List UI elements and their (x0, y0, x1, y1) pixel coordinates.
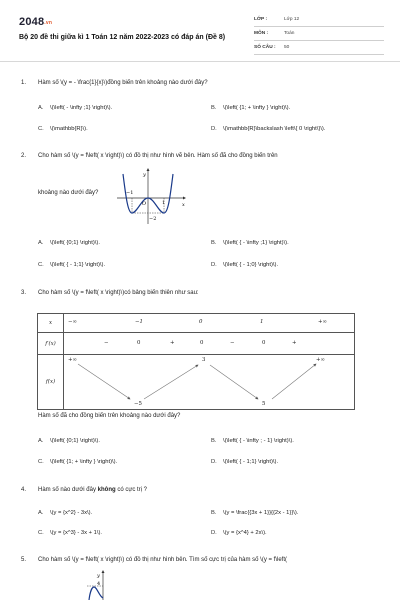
question-text-pre: Hàm số nào dưới đây (38, 487, 98, 493)
meta-count-key: SỐ CÂU : (254, 45, 276, 50)
variation-table (37, 313, 355, 410)
option-text: \(\left( { - 1;1} \right)\). (223, 459, 279, 465)
option-label: A. (38, 105, 44, 111)
label-minus-one: −1 (126, 190, 134, 196)
q4-option-a[interactable] (38, 510, 92, 516)
f-right-top: +∞ (316, 357, 326, 363)
meta-count (254, 43, 384, 55)
option-label: A. (38, 240, 44, 246)
q3-option-c[interactable] (38, 459, 117, 465)
option-text: \(\left( - \infty ;1} \right)\). (50, 105, 113, 111)
q3-option-b[interactable] (211, 438, 294, 444)
option-label: D. (211, 459, 217, 465)
meta-count-value: 50 (284, 45, 290, 50)
option-label: D. (211, 126, 217, 132)
d-zero-3: 0 (262, 340, 266, 346)
option-text: \(\left( {1; + \infty } \right)\). (50, 459, 118, 465)
option-text: \(\left( { - \infty ; - 1} \right)\). (223, 438, 294, 444)
option-label: C. (38, 530, 44, 536)
page-header (0, 0, 400, 62)
option-text: \(\left( { - \infty ;1} \right)\). (223, 240, 289, 246)
meta-subject-value: Toán (284, 31, 295, 36)
question-text: Cho hàm số \(y = f\left( x \right)\) có đồ thị như hình vẽ bên. Hàm số đã cho đồng biến trên (38, 153, 278, 159)
q1-option-c[interactable] (38, 126, 88, 132)
option-label: B. (211, 438, 217, 444)
question-number: 4. (21, 487, 27, 493)
option-text: \(\left( {0;1} \right)\). (50, 438, 100, 444)
question-text-post: có cực trị ? (115, 487, 148, 493)
option-text: \(\mathbb{R}\). (50, 126, 88, 132)
label-one: 1 (162, 200, 166, 206)
arrow-down-2 (210, 365, 258, 399)
q2-option-a[interactable] (38, 240, 100, 246)
q3-option-d[interactable] (211, 459, 278, 465)
meta-subject-key: MÔN : (254, 31, 269, 36)
option-label: D. (211, 262, 217, 268)
option-text: \(\left( {0;1} \right)\). (50, 240, 100, 246)
option-label: C. (38, 262, 44, 268)
x-val-zero: 0 (199, 319, 203, 325)
f-low-2: 5 (262, 401, 266, 407)
option-text: \(\left( { - 1;1} \right)\). (50, 262, 106, 268)
q1-option-d[interactable] (211, 126, 325, 132)
f-left-top: +∞ (68, 357, 78, 363)
d-sign-3: − (230, 340, 235, 346)
d-sign-4: + (292, 340, 297, 346)
question-number: 2. (21, 153, 27, 159)
row-x (38, 314, 355, 333)
label-minus-two: −2 (149, 216, 157, 222)
row-x-values (64, 314, 355, 333)
variation-arrows (64, 355, 354, 410)
x-val-neg-inf: −∞ (68, 319, 78, 325)
q1-option-b[interactable] (211, 105, 290, 111)
question-number: 5. (21, 557, 27, 563)
option-text: \(y = {x^2} - 3x\). (50, 510, 93, 516)
row-function-label: f(x) (38, 355, 64, 410)
q3-question: Hàm số đã cho đồng biến trên khoảng nào dưới đây? (38, 413, 181, 419)
question-2 (21, 153, 278, 159)
option-label: C. (38, 459, 44, 465)
label-four: 4 (97, 581, 101, 587)
q4-option-c[interactable] (38, 530, 102, 536)
q4-option-d[interactable] (211, 530, 267, 536)
page-title: Bộ 20 đề thi giữa kì 1 Toán 12 năm 2022-2023 có đáp án (Đề 8) (19, 34, 226, 41)
question-text: Cho hàm số \(y = f\left( x \right)\)có bảng biến thiên như sau: (38, 290, 199, 296)
label-x: x (182, 202, 185, 208)
question-4 (21, 487, 147, 493)
question-5 (21, 557, 287, 563)
option-text: \(y = {x^4} + 2x\). (223, 530, 267, 536)
question-number: 3. (21, 290, 27, 296)
question-number: 1. (21, 80, 27, 86)
q2-graph (115, 166, 187, 226)
logo-main: 2048 (19, 16, 45, 28)
option-text: \(\left( { - 1;0} \right)\). (223, 262, 279, 268)
q2-option-c[interactable] (38, 262, 105, 268)
label-origin: O (142, 201, 147, 207)
y-axis-arrow (102, 570, 105, 573)
question-1 (21, 80, 208, 86)
row-function (38, 355, 355, 410)
x-val-neg-one: −1 (135, 319, 143, 325)
option-text: \(y = {x^3} - 3x + 1\). (50, 530, 103, 536)
question-text-cont: khoảng nào dưới đây? (38, 190, 99, 196)
arrow-down-1 (78, 364, 130, 399)
option-label: B. (211, 510, 217, 516)
meta-class (254, 15, 384, 27)
q1-option-a[interactable] (38, 105, 112, 111)
row-derivative-values (64, 333, 355, 355)
q5-graph (85, 566, 125, 600)
x-val-one: 1 (260, 319, 264, 325)
option-label: A. (38, 510, 44, 516)
meta-subject (254, 29, 384, 41)
option-label: A. (38, 438, 44, 444)
q3-option-a[interactable] (38, 438, 100, 444)
d-sign-2: + (170, 340, 175, 346)
y-axis-arrow (147, 168, 150, 171)
function-curve (89, 587, 103, 600)
row-function-values (64, 355, 355, 410)
option-label: B. (211, 105, 217, 111)
q4-option-b[interactable] (211, 510, 298, 516)
x-val-pos-inf: +∞ (318, 319, 328, 325)
row-derivative (38, 333, 355, 355)
d-zero-2: 0 (200, 340, 204, 346)
option-text: \(\left( {1; + \infty } \right)\). (223, 105, 291, 111)
meta-class-key: LỚP : (254, 17, 268, 22)
f-low-1: −5 (134, 401, 142, 407)
label-y: y (97, 573, 100, 579)
question-3 (21, 290, 199, 296)
q2-option-b[interactable] (211, 240, 289, 246)
question-text-bold: không (97, 487, 116, 493)
option-text: \(\mathbb{R}\backslash \left\{ 0 \right\}\). (223, 126, 326, 132)
d-zero-1: 0 (137, 340, 141, 346)
meta-class-value: Lớp 12 (284, 17, 300, 22)
row-derivative-label: f′(x) (38, 333, 64, 355)
logo-suffix: .vn (44, 20, 53, 26)
option-label: D. (211, 530, 217, 536)
label-y: y (143, 172, 146, 178)
row-x-label: x (38, 314, 64, 333)
option-label: B. (211, 240, 217, 246)
x-axis-arrow (183, 197, 186, 200)
question-text: Hàm số \(y = - \frac{1}{x}\)đồng biến trên khoảng nào dưới đây? (38, 80, 208, 86)
option-text: \(y = \frac{{3x + 1}}{{2x - 1}}\). (223, 510, 299, 516)
arrow-up-1 (144, 365, 198, 399)
question-text: Cho hàm số \(y = f\left( x \right)\) có đồ thị như hình bên. Tìm số cực trị của hàm số \(y = f\left( (38, 557, 288, 563)
arrow-up-2 (272, 364, 316, 399)
site-logo[interactable] (19, 16, 52, 28)
d-sign-1: − (104, 340, 109, 346)
q2-option-d[interactable] (211, 262, 278, 268)
f-mid-top: 3 (202, 357, 206, 363)
option-label: C. (38, 126, 44, 132)
